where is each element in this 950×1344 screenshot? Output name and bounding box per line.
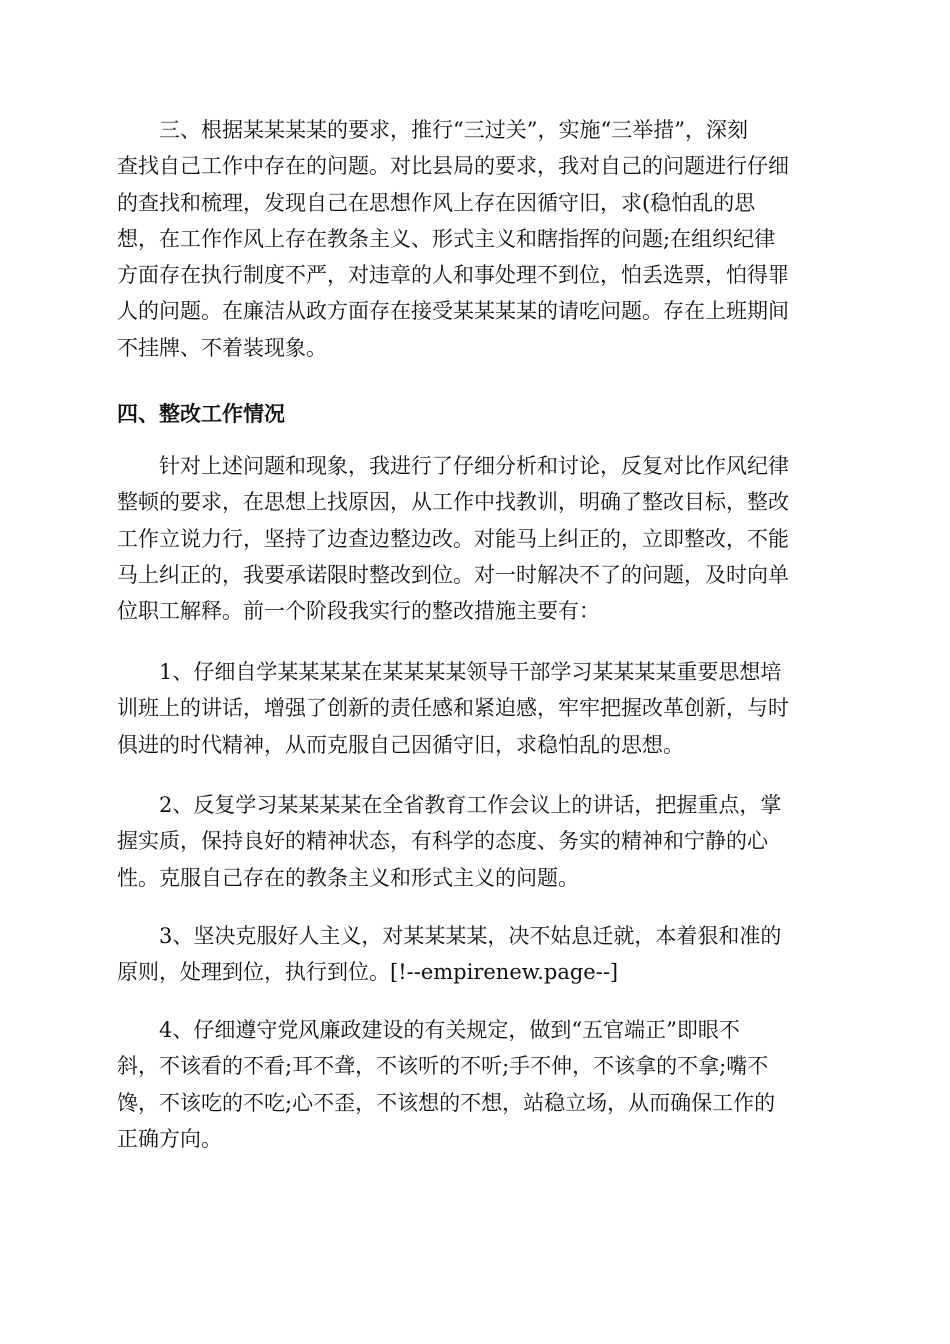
measure-item-3 bbox=[117, 918, 832, 991]
text-line: 查找自己工作中存在的问题。对比县局的要求，我对自己的问题进行仔细 bbox=[117, 154, 789, 179]
text-line: 1、仔细自学某某某某在某某某某领导干部学习某某某某重要思想培 bbox=[117, 660, 782, 684]
measure-item-1 bbox=[117, 654, 832, 763]
text-line: 性。克服自己存在的教条主义和形式主义的问题。 bbox=[117, 865, 579, 890]
text-line: 方面存在执行制度不严，对违章的人和事处理不到位，怕丢选票，怕得罪 bbox=[117, 263, 789, 288]
text-line: 握实质，保持良好的精神状态，有科学的态度、务实的精神和宁静的心 bbox=[117, 829, 768, 854]
text-line: 想，在工作作风上存在教条主义、形式主义和瞎指挥的问题;在组织纪律 bbox=[117, 226, 776, 251]
text-line: 不挂牌、不着装现象。 bbox=[117, 335, 327, 360]
text-line: 3、坚决克服好人主义，对某某某某，决不姑息迁就，本着狠和准的 bbox=[117, 924, 782, 948]
text-line: 针对上述问题和现象，我进行了仔细分析和讨论，反复对比作风纪律 bbox=[117, 454, 789, 478]
text-line: 俱进的时代精神，从而克服自己因循守旧，求稳怕乱的思想。 bbox=[117, 732, 684, 757]
text-line: 的查找和梳理，发现自己在思想作风上存在因循守旧，求(稳怕乱的思 bbox=[117, 190, 756, 215]
text-line: 训班上的讲话，增强了创新的责任感和紧迫感，牢牢把握改革创新，与时 bbox=[117, 696, 789, 721]
text-line: 4、仔细遵守党风廉政建设的有关规定，做到“五官端正”即眼不 bbox=[117, 1018, 740, 1042]
measure-item-2 bbox=[117, 787, 832, 896]
text-line: 位职工解释。前一个阶段我实行的整改措施主要有： bbox=[117, 599, 600, 624]
text-line: 2、反复学习某某某某在全省教育工作会议上的讲话，把握重点，掌 bbox=[117, 793, 782, 817]
text-line: 人的问题。在廉洁从政方面存在接受某某某某的请吃问题。存在上班期间 bbox=[117, 299, 789, 324]
section-heading: 四、整改工作情况 bbox=[117, 402, 285, 426]
text-line: 工作立说力行，坚持了边查边整边改。对能马上纠正的，立即整改，不能 bbox=[117, 526, 789, 551]
text-line: 三、根据某某某某的要求，推行“三过关”，实施“三举措”，深刻 bbox=[117, 118, 748, 142]
text-line: 原则，处理到位，执行到位。[!--empirenew.page--] bbox=[117, 960, 619, 985]
text-line: 马上纠正的，我要承诺限时整改到位。对一时解决不了的问题，及时向单 bbox=[117, 562, 789, 587]
text-line: 馋，不该吃的不吃;心不歪，不该想的不想，站稳立场，从而确保工作的 bbox=[117, 1090, 776, 1115]
intro-paragraph bbox=[117, 448, 832, 629]
paragraph-3 bbox=[117, 112, 832, 366]
measure-item-4 bbox=[117, 1012, 832, 1157]
text-line: 正确方向。 bbox=[117, 1126, 222, 1151]
text-line: 整顿的要求，在思想上找原因，从工作中找教训，明确了整改目标，整改 bbox=[117, 490, 789, 515]
text-line: 斜，不该看的不看;耳不聋，不该听的不听;手不伸，不该拿的不拿;嘴不 bbox=[117, 1054, 769, 1079]
